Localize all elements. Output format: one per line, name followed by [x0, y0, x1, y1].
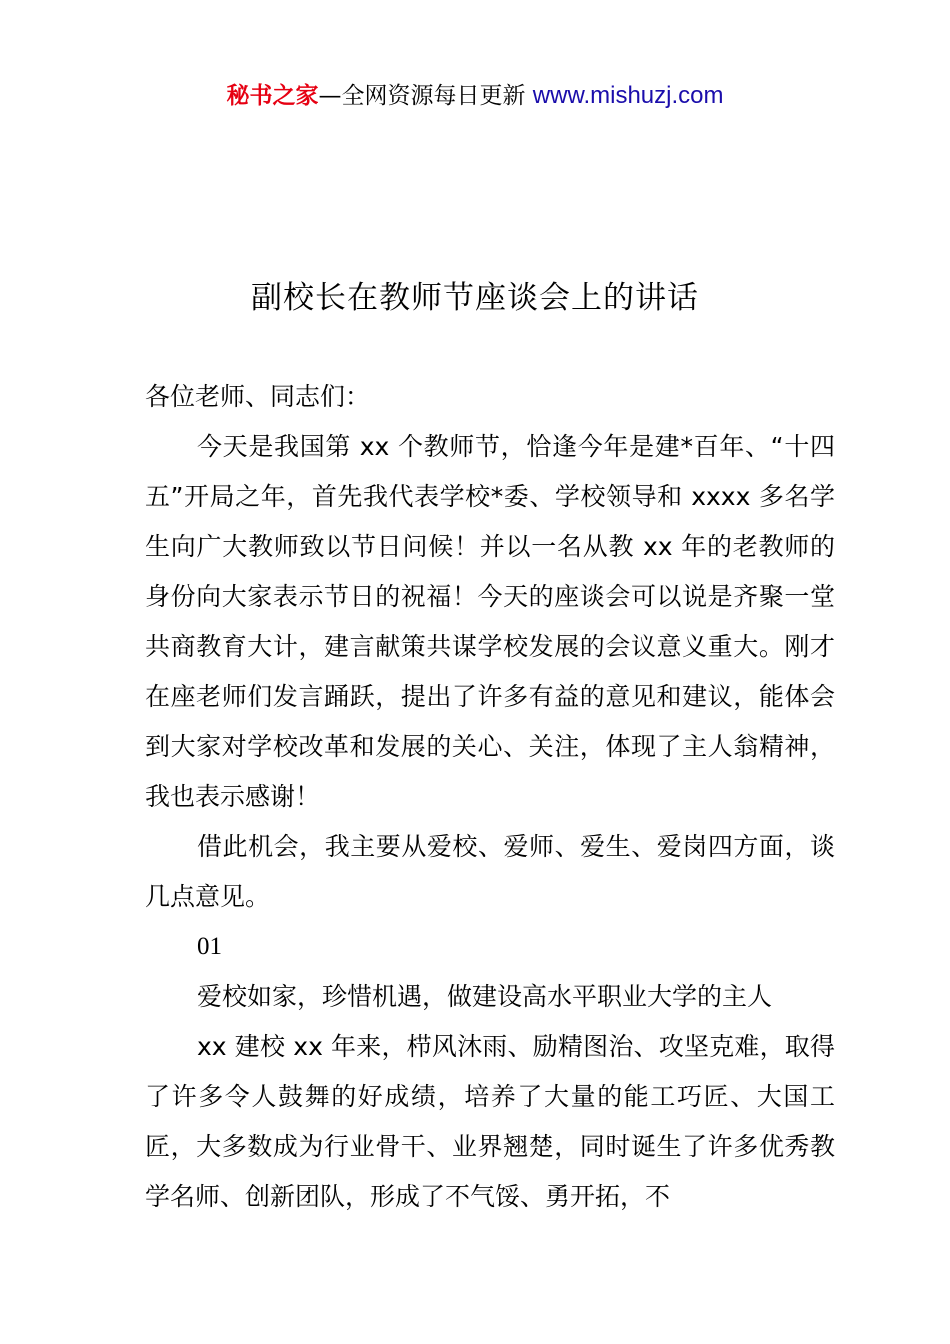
- site-url-link[interactable]: www.mishuzj.com: [532, 82, 724, 109]
- salutation: 各位老师、同志们：: [145, 382, 371, 411]
- site-tagline: —全网资源每日更新: [318, 83, 526, 109]
- document-body: [145, 372, 835, 1222]
- section-number: 01: [197, 933, 222, 960]
- section-paragraph: xx 建校 xx 年来，栉风沐雨、励精图治、攻坚克难，取得了许多令人鼓舞的好成绩，培养了大量的能工巧匠、大国工匠，大多数成为行业骨干、业界翘楚，同时诞生了许多优秀教学名师、创新团队，形成了不气馁、勇开拓，不: [145, 1032, 835, 1211]
- section-heading: 爱校如家，珍惜机遇，做建设高水平职业大学的主人: [197, 982, 773, 1011]
- site-brand: 秘书之家: [226, 83, 319, 109]
- site-header: [0, 80, 950, 112]
- paragraph-greeting: 今天是我国第 xx 个教师节，恰逢今年是建*百年、“十四五”开局之年，首先我代表学校*委、学校领导和 xxxx 多名学生向广大教师致以节日问候！并以一名从教 xx 年的老教师的身份向大家表示节日的祝福！今天的座谈会可以说是齐聚一堂共商教育大计，建言献策共谋学校发展的会议意义重大。刚才在座老师们发言踊跃，提出了许多有益的意见和建议，能体会到大家对学校改革和发展的关心、关注，体现了主人翁精神，我也表示感谢！: [145, 432, 835, 811]
- paragraph-outline: 借此机会，我主要从爱校、爱师、爱生、爱岗四方面，谈几点意见。: [145, 832, 835, 911]
- document-title: 副校长在教师节座谈会上的讲话: [251, 280, 699, 316]
